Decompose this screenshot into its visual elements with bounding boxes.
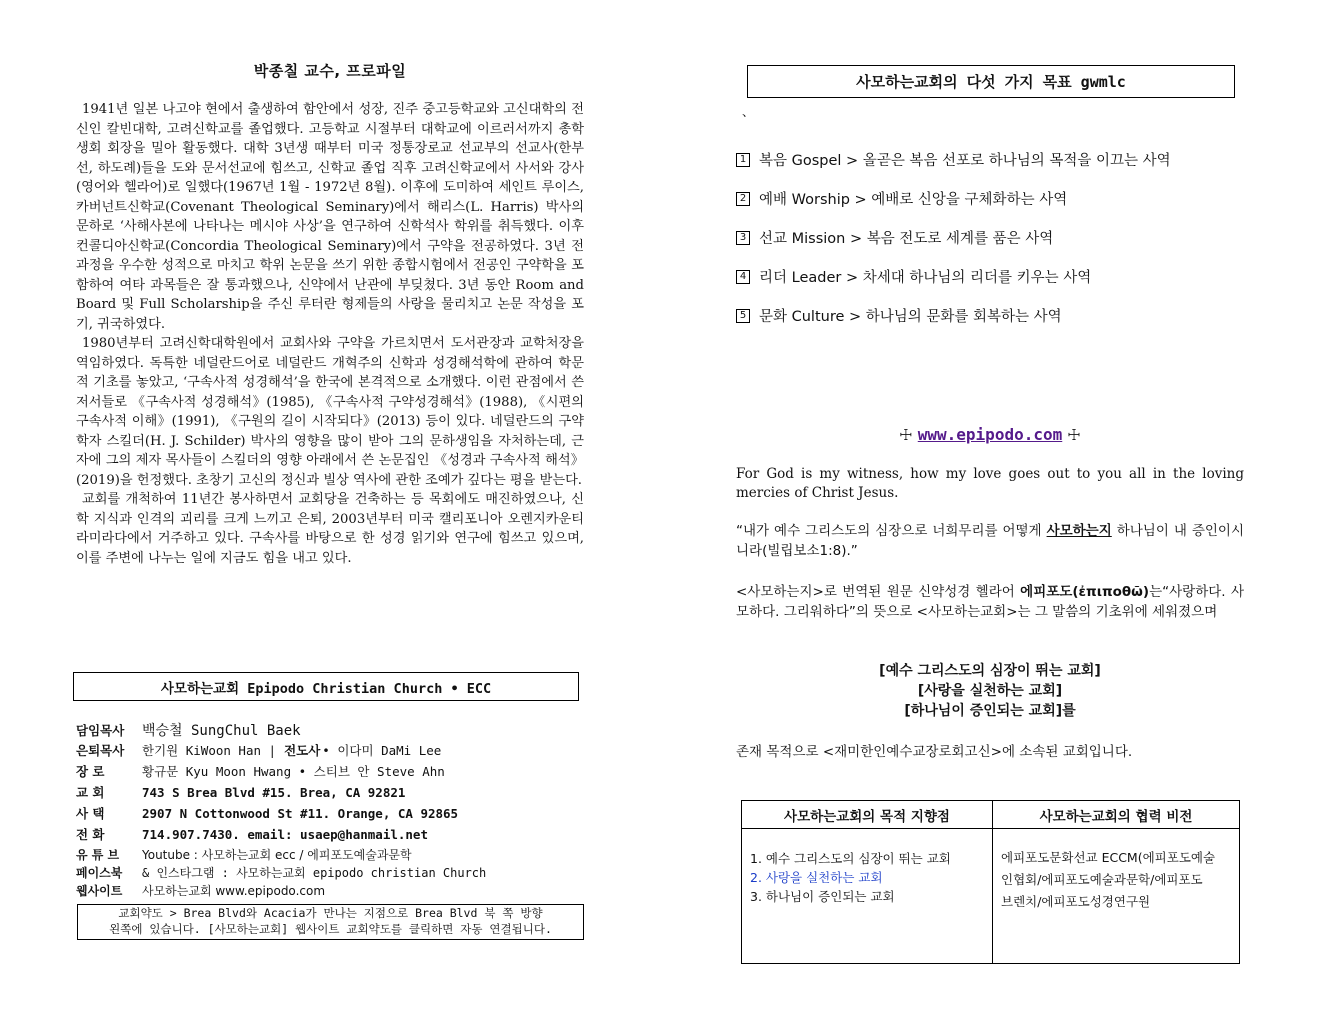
info-label: 은퇴목사 <box>76 743 125 758</box>
info-label: 페이스북 <box>76 866 123 880</box>
info-value: 백승철 SungChul Baek <box>142 723 301 739</box>
info-label: 담임목사 <box>76 723 125 738</box>
goal-text: 리더 Leader > 차세대 하나님의 리더를 키우는 사역 <box>759 270 1092 286</box>
profile-title: 박종칠 교수, 프로파일 <box>253 62 407 80</box>
info-row-retired-pastor <box>76 741 584 762</box>
meaning-text: 는“사랑하다. 사모하다. 그리워하다”의 뜻으로 <사모하는교회>는 그 말씀의 기초위에 세워졌으며 <box>736 584 1244 620</box>
info-value-evangelist: • 이다미 DaMi Lee <box>322 743 442 758</box>
info-row-elder <box>76 762 584 783</box>
vision-table <box>741 800 1240 964</box>
info-value: 한기원 KiWoon Han | <box>142 743 277 758</box>
info-label: 교 회 <box>76 785 105 800</box>
goal-number-box: 5 <box>736 309 750 323</box>
info-row-senior-pastor <box>76 720 584 741</box>
goal-item <box>736 179 1256 218</box>
purpose-item: 3. 하나님이 증인되는 교회 <box>750 889 895 904</box>
purpose-cell <box>742 829 993 964</box>
goal-number-box: 3 <box>736 231 750 245</box>
info-value: & 인스타그램 : 사모하는교회 epipodo christian Church <box>142 866 487 880</box>
info-value: 714.907.7430. email: usaep@hanmail.net <box>142 827 428 842</box>
verse-text: “내가 예수 그리스도의 심장으로 너희무리를 어떻게 <box>736 523 1047 539</box>
info-label: 유 튜 브 <box>76 848 120 862</box>
goal-text: 선교 Mission > 복음 전도로 세계를 품은 사역 <box>759 231 1054 247</box>
info-value: 743 S Brea Blvd #15. Brea, CA 92821 <box>142 785 406 800</box>
profile-bio <box>76 100 584 568</box>
purpose-item-highlight: 2. 사랑을 실천하는 교회 <box>750 870 883 885</box>
verse-english: For God is my witness, how my love goes out to you all in the loving mercies of Christ Jesus. <box>736 466 1244 501</box>
slogans <box>736 661 1244 721</box>
cross-icon: ☩ <box>1067 426 1081 444</box>
church-name-box: 사모하는교회 Epipodo Christian Church • ECC <box>73 672 579 701</box>
cross-icon: ☩ <box>899 426 913 444</box>
goal-item <box>736 218 1256 257</box>
bio-paragraph: 교회를 개척하여 11년간 봉사하면서 교회당을 건축하는 등 목회에도 매진하였으나, 신학 지식과 인격의 괴리를 크게 느끼고 은퇴, 2003년부터 미국 캘리포니아 오렌지카운티 라미라다에서 거주하고 있다. 구속사를 바탕으로 한 성경 읽기와 연구에 힘쓰고 있으며, 이를 주변에 나누는 일에 지금도 힘을 내고 있다. <box>76 492 584 566</box>
info-label: 장 로 <box>76 764 105 779</box>
slogan-line: [예수 그리스도의 심장이 뛰는 교회] <box>879 663 1101 679</box>
info-row-youtube <box>76 846 584 864</box>
directions-line: 교회약도 > Brea Blvd와 Acacia가 만나는 지점으로 Brea Blvd 북 쪽 방향 <box>118 906 543 920</box>
goal-item <box>736 140 1256 179</box>
info-row-facebook <box>76 864 584 882</box>
affiliation-text: 존재 목적으로 <재미한인예수교장로회고신>에 소속된 교회입니다. <box>736 744 1133 760</box>
goal-item <box>736 296 1256 335</box>
vision-line: 에피포도문화선교 ECCM(에피포도예술 <box>1001 850 1216 865</box>
directions-box <box>77 904 584 940</box>
info-label: 전 화 <box>76 827 105 842</box>
slogan-line: [사랑을 실천하는 교회] <box>917 683 1063 699</box>
info-label-evangelist: 전도사 <box>284 743 321 758</box>
info-label: 사 택 <box>76 806 105 821</box>
greek-meaning <box>736 582 1244 622</box>
info-value: 2907 N Cottonwood St #11. Orange, CA 92865 <box>142 806 459 821</box>
goal-number-box: 1 <box>736 153 750 167</box>
goal-text: 문화 Culture > 하나님의 문화를 회복하는 사역 <box>759 309 1062 325</box>
vision-line: 브렌치/에피포도성경연구원 <box>1001 894 1151 909</box>
info-value: Youtube : 사모하는교회 ecc / 에피포도예술과문학 <box>142 848 412 862</box>
verse-korean <box>736 521 1244 561</box>
goal-text: 예배 Worship > 예배로 신앙을 구체화하는 사역 <box>759 192 1068 208</box>
info-value: 황규문 Kyu Moon Hwang • 스티브 안 Steve Ahn <box>142 764 445 779</box>
goal-item <box>736 257 1256 296</box>
verse-text: 하나님이 내 증인이시니라(빌립보소1:8).” <box>736 523 1244 559</box>
goal-text: 복음 Gospel > 올곧은 복음 선포로 하나님의 목적을 이끄는 사역 <box>759 153 1171 169</box>
info-row-church-address <box>76 783 584 804</box>
purpose-item: 1. 예수 그리스도의 심장이 뛰는 교회 <box>750 851 951 866</box>
verse-highlight: 사모하는지 <box>1046 523 1112 539</box>
table-header: 사모하는교회의 목적 지향점 <box>742 801 993 829</box>
table-row <box>742 829 1240 964</box>
meaning-text: <사모하는지>로 번역된 원문 신약성경 헬라어 <box>736 584 1021 600</box>
table-header: 사모하는교회의 협력 비전 <box>993 801 1240 829</box>
info-label: 웹사이트 <box>76 884 123 898</box>
vision-line: 인협회/에피포도예술과문학/에피포도 <box>1001 872 1203 887</box>
goals-list <box>736 140 1256 335</box>
goals-title: 사모하는교회의 다섯 가지 목표 gwmlc <box>747 65 1235 98</box>
info-row-website <box>76 882 584 900</box>
slogan-line: [하나님이 증인되는 교회]를 <box>904 703 1076 719</box>
goal-number-box: 2 <box>736 192 750 206</box>
info-row-parsonage <box>76 804 584 825</box>
vision-cell <box>993 829 1240 964</box>
directions-line: 왼쪽에 있습니다. [사모하는교회] 웹사이트 교회약도를 클릭하면 자동 연결됩니다. <box>109 922 552 936</box>
bio-paragraph: 1941년 일본 나고야 현에서 출생하여 함안에서 성장, 진주 중고등학교와 고신대학의 전신인 칼빈대학, 고려신학교를 졸업했다. 고등학교 시절부터 대학교에 이르러서까지 총학생회 회장을 밀아 활동했다. 대학 3년생 때부터 미국 정통장로교 선교부의 선교사(한부선, 하도례)들을 도와 문서선교에 힘쓰고, 신학교 졸업 직후 고려신학교에서 사서와 강사(영어와 헬라어)로 일했다(1967년 1월 - 1972년 8월). 이후에 도미하여 세인트 루이스, 카버넌트신학교(Covenant Theological Seminary)에서 해리스(L. Harris) 박사의 문하로 ‘사해사본에 나타나는 메시야 사상’을 연구하여 신학석사 학위를 취득했다. 이후 컨콜디아신학교(Concordia Theological Seminary)에서 구약을 전공하였다. 3년 전 과정을 우수한 성적으로 마치고 학위 논문을 쓰기 위한 종합시험에서 전공인 구약학을 포함하여 여타 과목들은 잘 통과했으나, 신약에서 난관에 부딪쳤다. 3년 동안 Room and Board 및 Full Scholarship을 주신 루터란 형제들의 사랑을 물리치고 논문 작성을 포기, 귀국하였다. <box>76 102 584 332</box>
website-link[interactable]: www.epipodo.com <box>917 425 1063 444</box>
info-value: 사모하는교회 www.epipodo.com <box>142 884 326 898</box>
small-mark: 、 <box>742 105 755 119</box>
table-header-row <box>742 801 1240 829</box>
church-info <box>76 720 584 900</box>
meaning-greek-word: 에피포도(ἐπιποθῶ) <box>1020 584 1150 600</box>
bio-paragraph: 1980년부터 고려신학대학원에서 교회사와 구약을 가르치면서 도서관장과 교학처장을 역임하였다. 독특한 네덜란드어로 네덜란드 개혁주의 신학과 성경해석학에 관하여 학문적 기초를 놓았고, ‘구속사적 성경해석’을 한국에 본격적으로 소개했다. 이런 관점에서 쓴 저서들로 《구속사적 성경해석》(1985), 《구속사적 구약성경해석》(1988), 《시편의 구속사적 이해》(1991), 《구원의 길이 시작되다》(2013) 등이 있다. 네덜란드의 구약학자 스킬더(H. J. Schilder) 박사의 영향을 많이 받아 그의 문하생임을 자처하는데, 근자에 그의 제자 목사들이 스킬더의 영향 아래에서 쓴 논문집인 《성경과 구속사적 해석》(2019)을 헌정했다. 초창기 고신의 정신과 빌상 역사에 관한 조예가 깊다는 평을 받는다. <box>76 336 584 488</box>
website-line <box>736 425 1244 444</box>
info-row-phone <box>76 825 584 846</box>
goal-number-box: 4 <box>736 270 750 284</box>
